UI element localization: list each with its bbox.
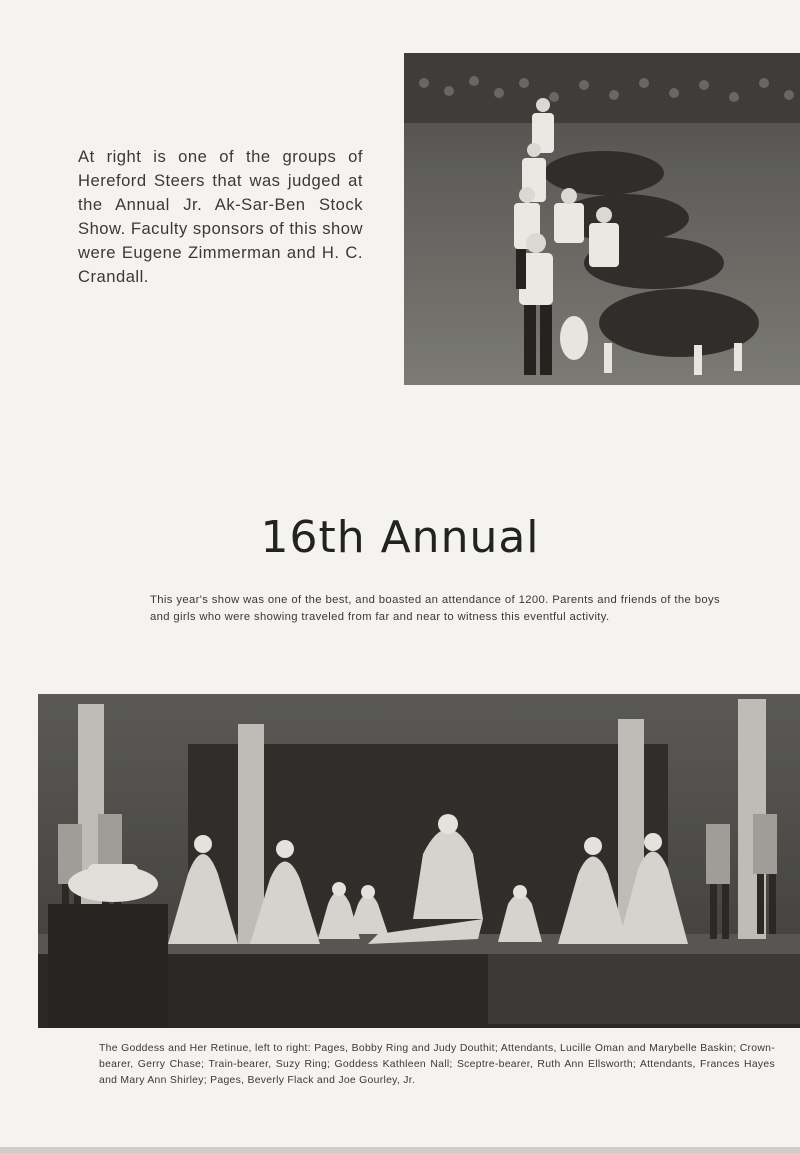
page-bottom-edge — [0, 1147, 800, 1153]
goddess-retinue-photo-art — [38, 694, 800, 1028]
hereford-steers-photo — [404, 53, 800, 385]
summary-paragraph: This year's show was one of the best, and boasted an attendance of 1200. Parents and friends of the boys and girls who were showing traveled from far and near to witness this eventful activity. — [150, 594, 720, 623]
headline: 16th Annual — [260, 512, 540, 563]
intro-paragraph: At right is one of the groups of Hereford Steers that was judged at the Annual Jr. Ak-Sar-Ben Stock Show. Faculty sponsors of this show were Eugene Zimmerman and H. C. Crandall. — [78, 146, 363, 286]
hereford-steers-photo-art — [404, 53, 800, 385]
goddess-retinue-photo — [38, 694, 800, 1028]
photo-caption: The Goddess and Her Retinue, left to right: Pages, Bobby Ring and Judy Douthit; Attendants, Lucille Oman and Marybelle Baskin; Crown-bearer, Gerry Chase; Train-bearer, Suzy Ring; Goddess Kathleen Nall; Sceptre-bearer, Ruth Ann Ellsworth; Attendants, Frances Hayes and Mary Ann Shirley; Pages, Beverly Flack and Joe Gourley, Jr. — [99, 1043, 775, 1086]
